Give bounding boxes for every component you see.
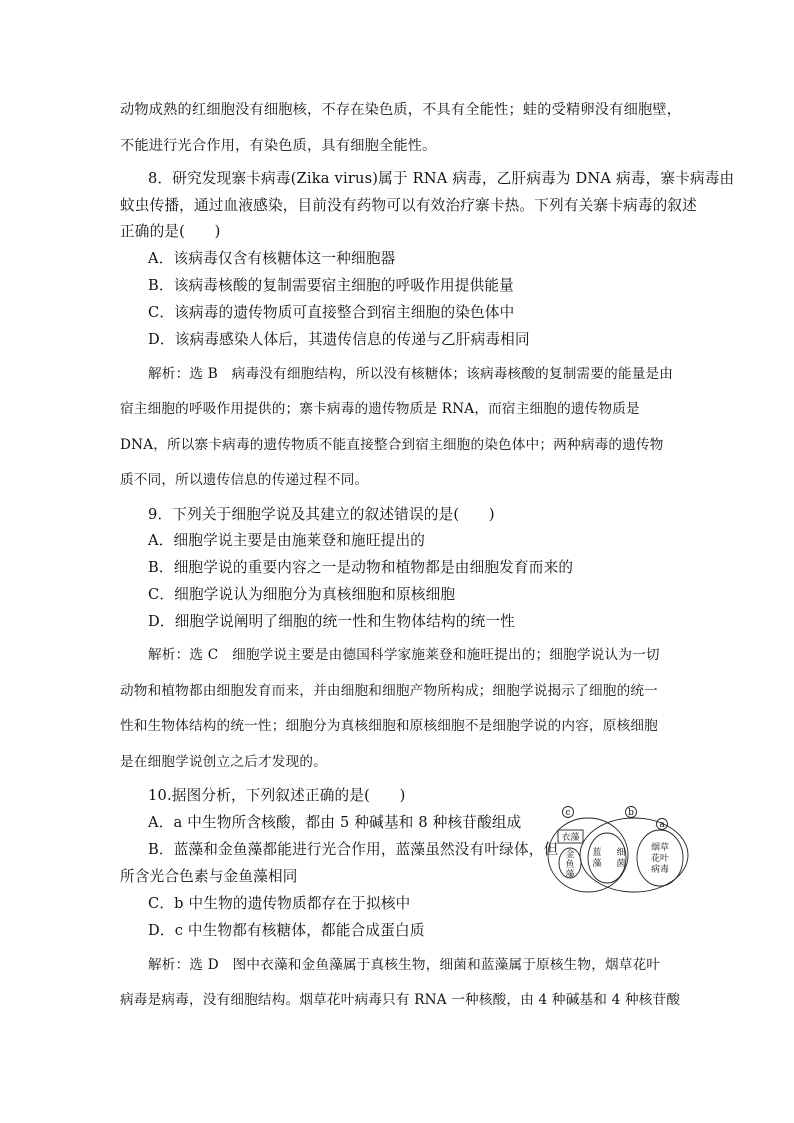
question-9-stem: 9．下列关于细胞学说及其建立的叙述错误的是( ) [148,506,495,523]
question-10-option-c: C．b 中生物的遗传物质都存在于拟核中 [148,895,411,912]
organism-jinyuzao: 金 [565,850,575,860]
question-9-option-d: D．细胞学说阐明了细胞的统一性和生物体结构的统一性 [148,613,515,630]
text-line: 动物成熟的红细胞没有细胞核，不存在染色质，不具有全能性；蛙的受精卵没有细胞壁， [120,102,682,118]
organism-lanzao: 藻 [592,859,602,869]
text-line: 不能进行光合作用，有染色质，具有细胞全能性。 [120,138,437,154]
question-9-option-b: B．细胞学说的重要内容之一是动物和植物都是由细胞发育而来的 [148,559,574,576]
label-c: c [565,808,571,818]
question-8-option-c: C．该病毒的遗传物质可直接整合到宿主细胞的染色体中 [148,304,515,321]
organism-yancao: 病毒 [650,865,670,875]
organism-lanzao: 蓝 [592,848,602,858]
organism-yancao: 花叶 [650,854,670,864]
question-10-option-b: B．蓝藻和金鱼藻都能进行光合作用，蓝藻虽然没有叶绿体，但 [148,841,559,858]
question-8-option-a: A．该病毒仅含有核糖体这一种细胞器 [148,250,396,267]
overlap-region [588,833,626,883]
answer-analysis: 解析：选 B 病毒没有细胞结构，所以没有核糖体；该病毒核酸的复制需要的能量是由 [148,366,674,382]
organism-jinyuzao: 藻 [565,870,575,880]
question-10-option-b: 所含光合色素与金鱼藻相同 [120,868,298,885]
answer-analysis: 是在细胞学说创立之后才发现的。 [120,754,327,770]
answer-analysis: 解析：选 D 图中衣藻和金鱼藻属于真核生物，细菌和蓝藻属于原核生物，烟草花叶 [148,957,661,973]
organism-yizao: 衣藻 [561,833,580,843]
question-8-stem: 蚊虫传播，通过血液感染，目前没有药物可以有效治疗寨卡热。下列有关寨卡病毒的叙述 [120,197,697,214]
answer-analysis: 宿主细胞的呼吸作用提供的；寨卡病毒的遗传物质是 RNA，而宿主细胞的遗传物质是 [120,401,640,417]
question-9-option-a: A．细胞学说主要是由施莱登和施旺提出的 [148,532,426,549]
question-8-option-d: D．该病毒感染人体后，其遗传信息的传递与乙肝病毒相同 [148,331,530,348]
question-10-option-d: D．c 中生物都有核糖体，都能合成蛋白质 [148,922,425,939]
answer-analysis: 解析：选 C 细胞学说主要是由德国科学家施莱登和施旺提出的；细胞学说认为一切 [148,647,660,663]
answer-analysis: 性和生物体结构的统一性；细胞分为真核细胞和原核细胞不是细胞学说的内容，原核细胞 [120,718,658,734]
question-8-stem: 8．研究发现寨卡病毒(Zika virus)属于 RNA 病毒，乙肝病毒为 DNA 病毒，寨卡病毒由 [148,170,735,187]
answer-analysis: DNA，所以寨卡病毒的遗传物质不能直接整合到宿主细胞的染色体中；两种病毒的遗传物 [120,437,664,453]
answer-analysis: 病毒是病毒，没有细胞结构。烟草花叶病毒只有 RNA 一种核酸，由 4 种碱基和 4 种核苷酸 [120,992,681,1008]
question-10-stem: 10.据图分析，下列叙述正确的是( ) [148,787,406,804]
answer-analysis: 质不同，所以遗传信息的传递过程不同。 [120,472,369,488]
question-9-option-c: C．细胞学说认为细胞分为真核细胞和原核细胞 [148,586,456,603]
answer-analysis: 动物和植物都由细胞发育而来，并由细胞和细胞产物所构成；细胞学说揭示了细胞的统一 [120,683,658,699]
question-8-option-b: B．该病毒核酸的复制需要宿主细胞的呼吸作用提供能量 [148,277,514,294]
venn-diagram [546,800,692,896]
organism-xijun: 菌 [616,859,626,869]
organism-yancao: 烟草 [650,843,670,853]
organism-jinyuzao: 鱼 [565,860,575,870]
organism-xijun: 细 [616,848,626,858]
question-10-option-a: A．a 中生物所含核酸，都由 5 种碱基和 8 种核苷酸组成 [148,814,522,831]
label-a: a [659,820,665,830]
question-8-stem: 正确的是( ) [120,223,221,240]
label-b: b [628,808,634,818]
